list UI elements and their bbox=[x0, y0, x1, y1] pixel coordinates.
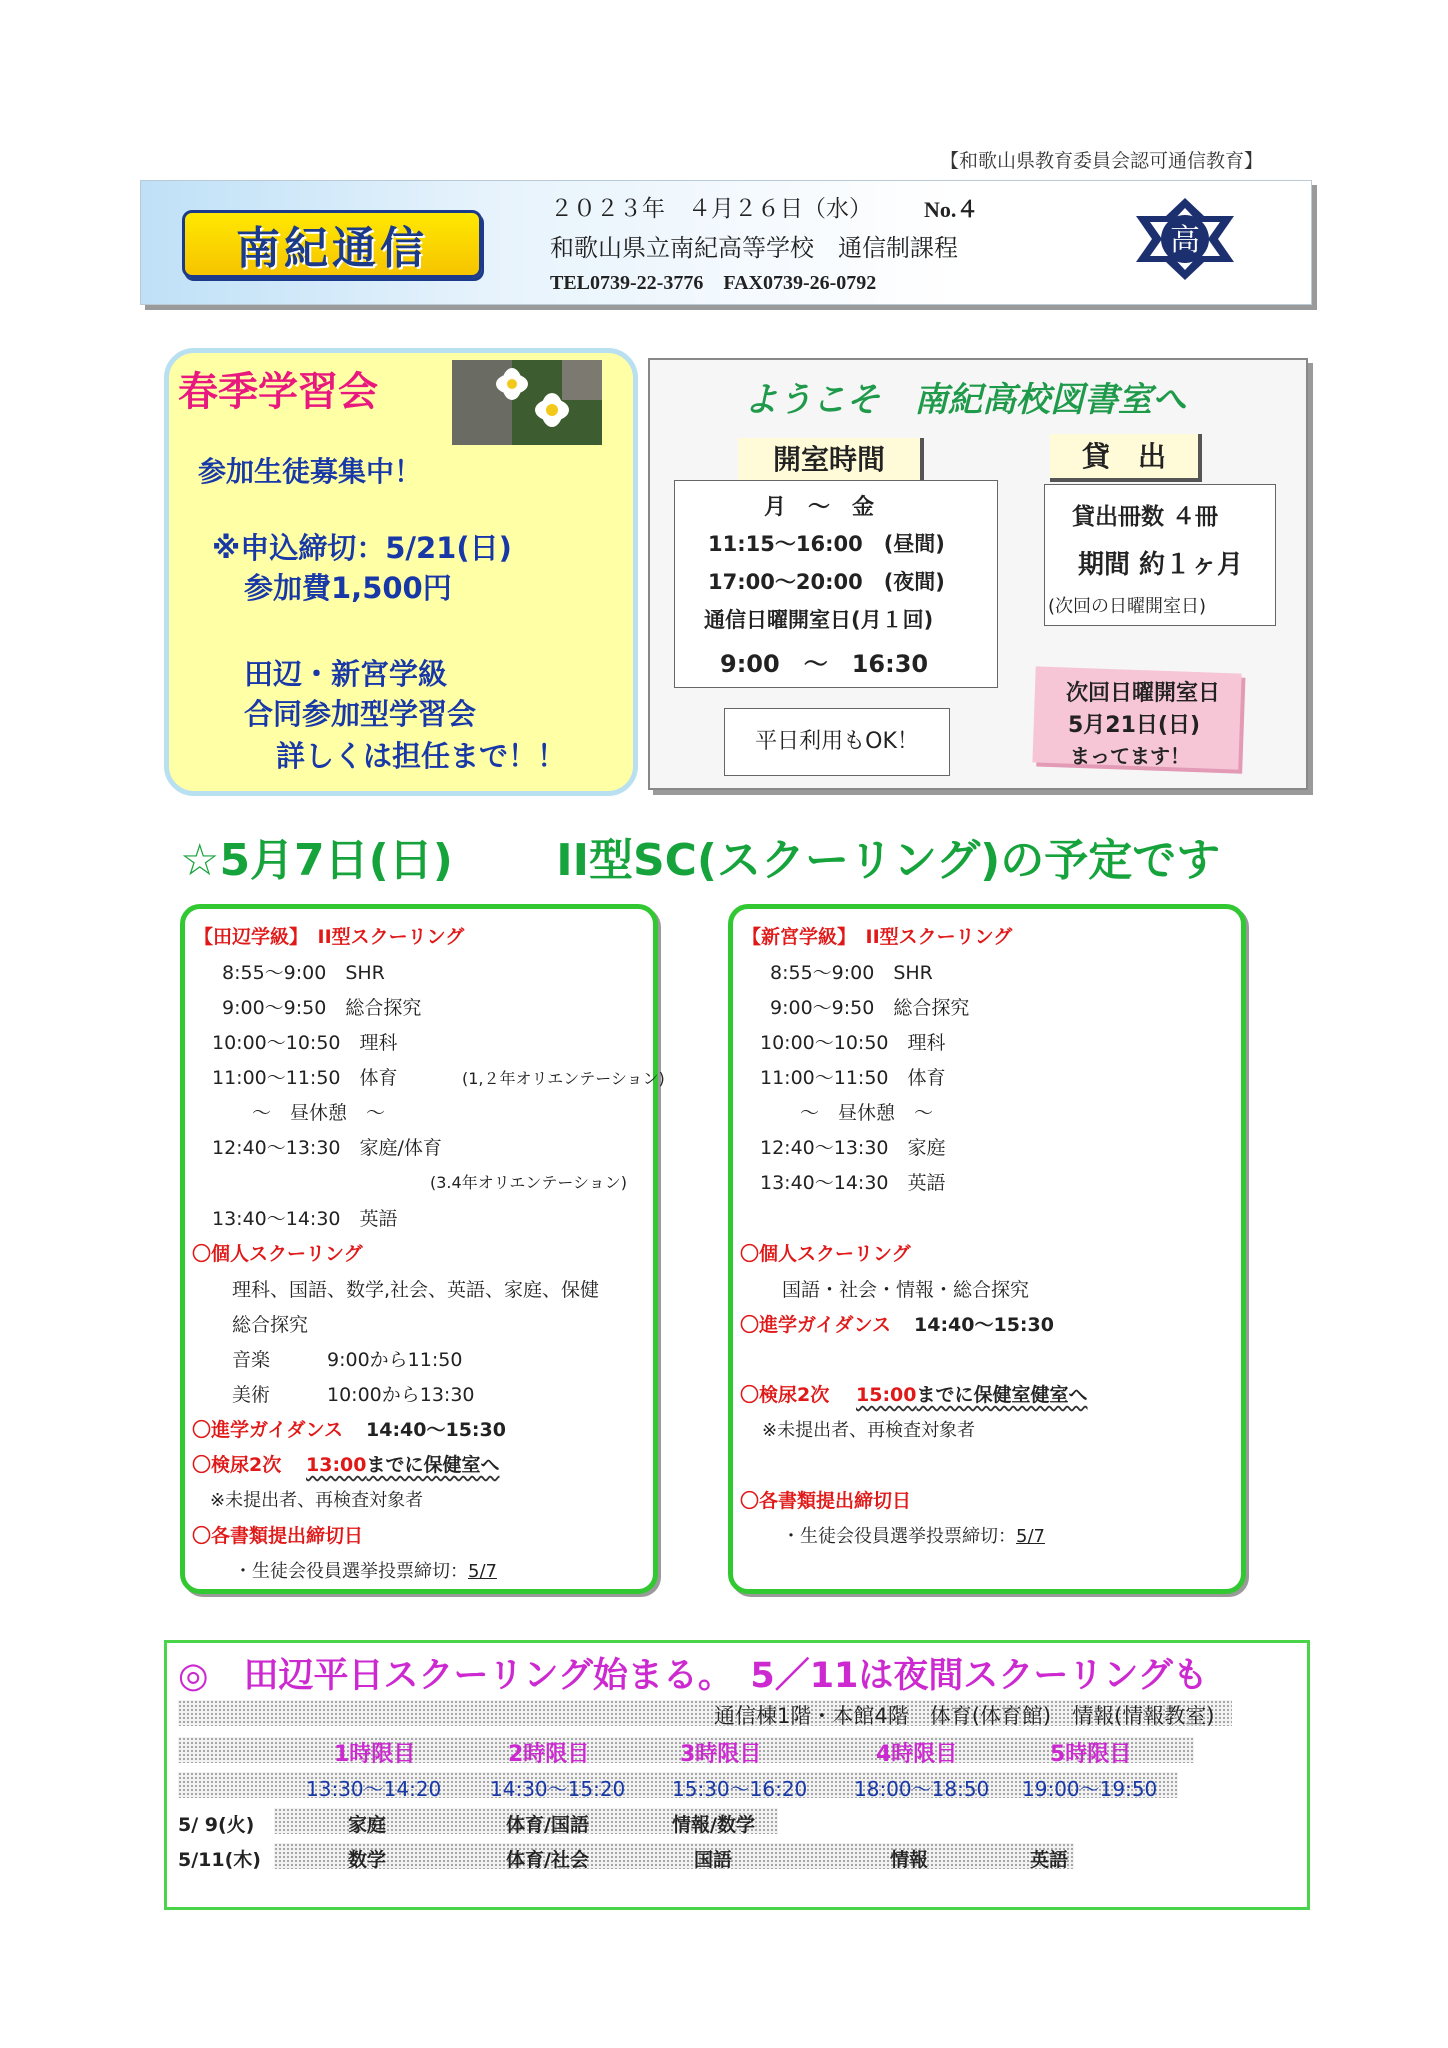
loan-count: 貸出冊数 ４冊 bbox=[1072, 504, 1219, 530]
tanabe-shr: 8:55～9:00 SHR bbox=[222, 962, 385, 984]
sunday-open-label: 通信日曜開室日(月１回) bbox=[704, 608, 934, 632]
shingu-urine-place: までに保健室健室へ bbox=[916, 1384, 1088, 1406]
shingu-period-1: 9:00～9:50 総合探究 bbox=[770, 997, 970, 1019]
row-date: 5/11(木) bbox=[178, 1849, 261, 1871]
shingu-docs-heading: 〇各書類提出締切日 bbox=[740, 1490, 912, 1512]
dotted-band bbox=[274, 1843, 1074, 1869]
shingu-docs-date: 5/7 bbox=[1016, 1526, 1045, 1547]
row-date: 5/ 9(火) bbox=[178, 1814, 255, 1836]
shingu-urine-heading: 〇検尿2次 bbox=[740, 1384, 830, 1406]
tanabe-period-4-note: (3.4年オリエンテーション) bbox=[430, 1173, 627, 1192]
tanabe-individual-sougou: 総合探究 bbox=[232, 1314, 309, 1336]
opening-hours-tag: 開室時間 bbox=[738, 438, 924, 484]
shingu-individual-heading: 〇個人スクーリング bbox=[740, 1243, 911, 1265]
shingu-urine-time: 15:00 bbox=[856, 1384, 917, 1406]
period-1-label: 1時限目 bbox=[334, 1742, 416, 1767]
row-cell: 情報 bbox=[890, 1849, 929, 1871]
tanabe-individual-subjects: 理科、国語、数学,社会、英語、家庭、保健 bbox=[232, 1279, 600, 1301]
emblem-character: 高 bbox=[1170, 223, 1200, 258]
deadline-text: ※申込締切：5/21(日) bbox=[212, 531, 512, 565]
sunday-hours: 9:00 ～ 16:30 bbox=[720, 650, 929, 678]
row-cell: 英語 bbox=[1030, 1849, 1069, 1871]
period-4-time: 18:00～18:50 bbox=[854, 1777, 990, 1801]
loan-tag: 貸 出 bbox=[1050, 434, 1202, 482]
tanabe-urine-detail bbox=[306, 1450, 500, 1477]
fee-text: 参加費1,500円 bbox=[244, 571, 452, 605]
details-text: 詳しくは担任まで！！ bbox=[276, 739, 567, 773]
loan-period: 期間 約１ヶ月 bbox=[1078, 550, 1244, 580]
tanabe-art: 美術 10:00から13:30 bbox=[232, 1384, 475, 1406]
school-contact: TEL0739-22-3776 FAX0739-26-0792 bbox=[550, 272, 877, 294]
tanabe-period-2: 10:00～10:50 理科 bbox=[212, 1032, 398, 1054]
next-sunday-label: 次回日曜開室日 bbox=[1066, 681, 1221, 706]
tanabe-docs-heading: 〇各書類提出締切日 bbox=[192, 1525, 364, 1547]
period-1-time: 13:30～14:20 bbox=[306, 1777, 442, 1801]
tanabe-docs-item bbox=[234, 1557, 497, 1583]
tanabe-period-3-note: (1,２年オリエンテーション) bbox=[462, 1069, 665, 1088]
tanabe-guidance-heading: 〇進学ガイダンス bbox=[192, 1419, 344, 1441]
tanabe-header: 【田辺学級】 II型スクーリング bbox=[194, 926, 465, 948]
shingu-shr: 8:55～9:00 SHR bbox=[770, 962, 933, 984]
schooling-headline: ☆5月7日(日) II型SC(スクーリング)の予定です bbox=[180, 835, 1221, 886]
night-hours: 17:00～20:00 (夜間) bbox=[708, 570, 945, 594]
row-cell: 国語 bbox=[694, 1849, 733, 1871]
tanabe-urine-time: 13:00 bbox=[306, 1454, 367, 1476]
period-4-label: 4時限目 bbox=[876, 1742, 958, 1767]
masthead-logo bbox=[182, 210, 482, 278]
shingu-period-2: 10:00～10:50 理科 bbox=[760, 1032, 946, 1054]
tanabe-docs-date: 5/7 bbox=[468, 1561, 497, 1582]
daisy-photo bbox=[452, 360, 602, 445]
accreditation-note: 【和歌山県教育委員会認可通信教育】 bbox=[940, 150, 1264, 172]
period-3-label: 3時限目 bbox=[680, 1742, 762, 1767]
library-title: ようこそ 南紀高校図書室へ bbox=[744, 380, 1186, 420]
shingu-urine-note: ※未提出者、再検査対象者 bbox=[762, 1420, 976, 1441]
tanabe-period-1: 9:00～9:50 総合探究 bbox=[222, 997, 422, 1019]
tanabe-docs-item-label: ・生徒会役員選挙投票締切： bbox=[234, 1561, 468, 1582]
tanabe-urine-heading: 〇検尿2次 bbox=[192, 1454, 282, 1476]
tanabe-urine-note: ※未提出者、再検査対象者 bbox=[210, 1490, 424, 1511]
next-sunday-date: 5月21日(日) bbox=[1068, 713, 1201, 738]
shingu-docs-item bbox=[782, 1522, 1045, 1548]
row-cell: 体育/国語 bbox=[506, 1814, 589, 1836]
shingu-period-3: 11:00～11:50 体育 bbox=[760, 1067, 946, 1089]
masthead-text: 南紀通信 bbox=[236, 223, 428, 274]
weekday-schooling-locations: 通信棟1階・本館4階 体育(体育館) 情報(情報教室) bbox=[714, 1704, 1215, 1728]
period-3-time: 15:30～16:20 bbox=[672, 1777, 808, 1801]
class-text: 田辺・新宮学級 bbox=[244, 657, 448, 691]
shingu-guidance-time: 14:40～15:30 bbox=[914, 1314, 1054, 1336]
period-5-time: 19:00～19:50 bbox=[1022, 1777, 1158, 1801]
shingu-period-5: 13:40～14:30 英語 bbox=[760, 1172, 946, 1194]
weekday-schooling-title: ◎ 田辺平日スクーリング始まる。 5／11は夜間スクーリングも bbox=[178, 1656, 1208, 1696]
row-cell: 体育/社会 bbox=[506, 1849, 589, 1871]
day-hours: 11:15～16:00 (昼間) bbox=[708, 532, 945, 556]
issue-number: No.４ bbox=[924, 197, 979, 222]
open-days: 月 ～ 金 bbox=[764, 495, 875, 520]
shingu-urine-detail bbox=[856, 1380, 1088, 1407]
shingu-guidance-heading: 〇進学ガイダンス bbox=[740, 1314, 892, 1336]
weekday-ok-bubble: 平日利用もOK！ bbox=[724, 708, 950, 776]
loan-note: (次回の日曜開室日) bbox=[1048, 596, 1207, 617]
row-cell: 情報/数学 bbox=[672, 1814, 755, 1836]
shingu-header: 【新宮学級】 II型スクーリング bbox=[742, 926, 1013, 948]
next-sunday-message: まってます！ bbox=[1070, 744, 1190, 768]
tanabe-period-5: 13:40～14:30 英語 bbox=[212, 1208, 398, 1230]
tanabe-period-4: 12:40～13:30 家庭/体育 bbox=[212, 1137, 442, 1159]
recruit-text: 参加生徒募集中！ bbox=[198, 455, 423, 488]
row-cell: 家庭 bbox=[348, 1814, 387, 1836]
tanabe-lunch: ～ 昼休憩 ～ bbox=[252, 1102, 386, 1124]
school-emblem-icon bbox=[1130, 194, 1240, 284]
shingu-period-4: 12:40～13:30 家庭 bbox=[760, 1137, 946, 1159]
shingu-lunch: ～ 昼休憩 ～ bbox=[800, 1102, 934, 1124]
issue-date: ２０２３年 ４月２６日（水） bbox=[550, 196, 872, 222]
tanabe-individual-heading: 〇個人スクーリング bbox=[192, 1243, 363, 1265]
tanabe-music: 音楽 9:00から11:50 bbox=[232, 1349, 463, 1371]
spring-session-title: 春季学習会 bbox=[178, 369, 378, 415]
row-cell: 数学 bbox=[348, 1849, 387, 1871]
period-5-label: 5時限目 bbox=[1050, 1742, 1132, 1767]
tanabe-urine-place: までに保健室へ bbox=[366, 1454, 500, 1476]
period-2-label: 2時限目 bbox=[508, 1742, 590, 1767]
tanabe-guidance-time: 14:40～15:30 bbox=[366, 1419, 506, 1441]
tanabe-period-3: 11:00～11:50 体育 bbox=[212, 1067, 398, 1089]
joint-session-text: 合同参加型学習会 bbox=[244, 697, 477, 731]
shingu-docs-item-label: ・生徒会役員選挙投票締切： bbox=[782, 1526, 1016, 1547]
shingu-individual-subjects: 国語・社会・情報・総合探究 bbox=[782, 1279, 1030, 1301]
period-2-time: 14:30～15:20 bbox=[490, 1777, 626, 1801]
school-name: 和歌山県立南紀高等学校 通信制課程 bbox=[550, 234, 958, 262]
